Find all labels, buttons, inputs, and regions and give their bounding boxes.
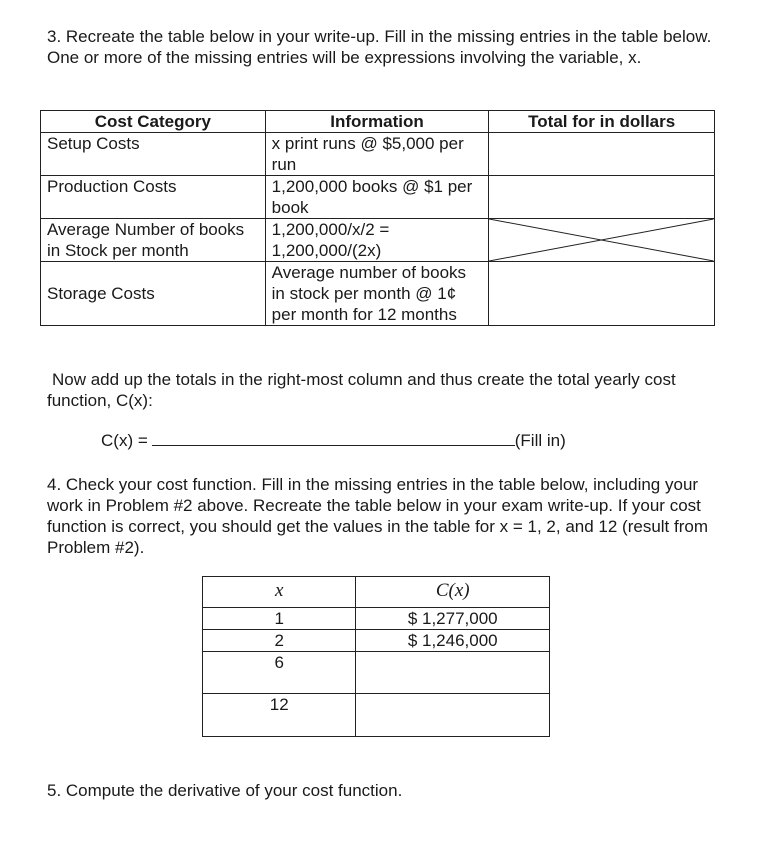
row-x: 2: [203, 630, 356, 652]
cost-table-header: [41, 111, 715, 133]
header-cx-text: C(x): [435, 580, 470, 601]
row-total: [489, 262, 715, 326]
header-total: Total for in dollars: [489, 111, 715, 133]
row-cx: [356, 652, 550, 694]
fill-in-blank[interactable]: [152, 431, 515, 446]
row-cx: $ 1,246,000: [356, 630, 550, 652]
check-table: [202, 576, 550, 737]
table-row: [203, 608, 550, 630]
row-category: Production Costs: [41, 176, 266, 219]
row-cx: [356, 694, 550, 737]
cross-out-lines: [489, 219, 714, 261]
row-info: Average number of books in stock per month @ 1¢ per month for 12 months: [265, 262, 489, 326]
row-info: x print runs @ $5,000 per run: [265, 133, 489, 176]
row-x: 12: [203, 694, 356, 737]
crossed-out-cell: [489, 219, 715, 262]
cx-label: C(x) =: [101, 431, 148, 450]
header-x: x: [203, 577, 356, 608]
table-row: [41, 133, 715, 176]
sum-instructions: Now add up the totals in the right-most column and thus create the total yearly cost function, C(x):: [47, 370, 676, 410]
table-row: [203, 652, 550, 694]
row-category: Storage Costs: [41, 262, 266, 326]
header-cost-category: Cost Category: [41, 111, 266, 133]
cost-table: [40, 110, 715, 326]
row-info: 1,200,000/x/2 = 1,200,000/(2x): [265, 219, 489, 262]
problem-4-text: 4. Check your cost function. Fill in the missing entries in the table below, including your work in Problem #2 above. Recreate the table below in your exam write-up. If your cost function is correct, you should get the values in the table for x = 1, 2, and 12 (result from Problem #2).: [47, 475, 708, 557]
row-total: [489, 176, 715, 219]
row-cx: $ 1,277,000: [356, 608, 550, 630]
row-x: 1: [203, 608, 356, 630]
row-x: 6: [203, 652, 356, 694]
table-row: [41, 176, 715, 219]
problem-5-text: 5. Compute the derivative of your cost function.: [47, 781, 403, 800]
row-category: Average Number of books in Stock per month: [41, 219, 266, 262]
fill-in-note: (Fill in): [514, 431, 566, 450]
table-row: [203, 630, 550, 652]
cost-function-fill-line: [101, 430, 566, 451]
table-row: [203, 694, 550, 737]
table-row: [41, 219, 715, 262]
row-info: 1,200,000 books @ $1 per book: [265, 176, 489, 219]
header-cx: [356, 577, 550, 608]
check-table-header: [203, 577, 550, 608]
problem-3-text: 3. Recreate the table below in your write-up. Fill in the missing entries in the table below. One or more of the missing entries will be expressions involving the variable, x.: [47, 27, 712, 67]
row-category: Setup Costs: [41, 133, 266, 176]
row-total: [489, 133, 715, 176]
header-information: Information: [265, 111, 489, 133]
table-row: [41, 262, 715, 326]
